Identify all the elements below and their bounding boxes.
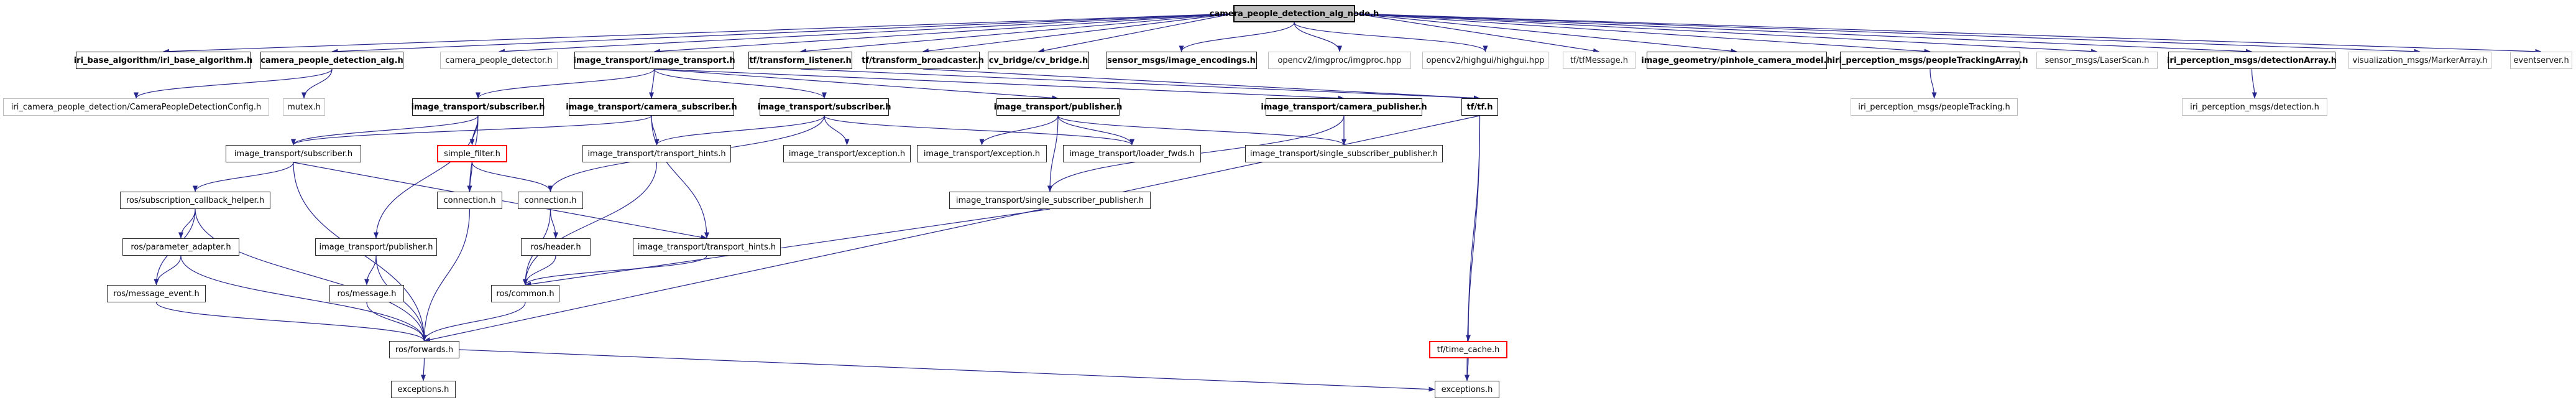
- include-edge: [163, 14, 1234, 52]
- include-edge: [425, 209, 470, 341]
- include-edge: [472, 162, 551, 192]
- graph-node-iri-perception-msgs-detectionarray-h[interactable]: iri_perception_msgs/detectionArray.h: [2168, 52, 2335, 69]
- graph-node-image-transport-publisher-h[interactable]: image_transport/publisher.h: [996, 98, 1120, 116]
- include-edge: [459, 350, 1435, 389]
- graph-node-iri-base-algorithm-iri-base-algorithm-h[interactable]: iri_base_algorithm/iri_base_algorithm.h: [76, 52, 251, 69]
- graph-node-image-transport-subscriber-h[interactable]: image_transport/subscriber.h: [760, 98, 889, 116]
- graph-node-tf-tf-h[interactable]: tf/tf.h: [1461, 98, 1498, 116]
- graph-node-sensor-msgs-laserscan-h: sensor_msgs/LaserScan.h: [2036, 52, 2158, 69]
- graph-node-iri-perception-msgs-detection-h: iri_perception_msgs/detection.h: [2182, 98, 2327, 116]
- include-edge: [1050, 116, 1058, 192]
- include-edge: [1355, 14, 2097, 52]
- include-edge: [651, 69, 655, 98]
- graph-node-image-transport-transport-hints-h[interactable]: image_transport/transport_hints.h: [633, 238, 781, 256]
- include-edge: [651, 116, 657, 145]
- graph-node-camera-people-detection-alg-h[interactable]: camera_people_detection_alg.h: [260, 52, 403, 69]
- graph-node-opencv2-highgui-highgui-hpp: opencv2/highgui/highgui.hpp: [1422, 52, 1548, 69]
- include-edge: [1058, 116, 1344, 145]
- include-edge: [136, 69, 332, 98]
- include-edge: [982, 116, 1059, 145]
- graph-node-opencv2-imgproc-imgproc-hpp: opencv2/imgproc/imgproc.hpp: [1268, 52, 1411, 69]
- include-edge: [525, 256, 707, 285]
- graph-node-image-transport-image-transport-h[interactable]: image_transport/image_transport.h: [574, 52, 734, 69]
- include-edge: [1355, 14, 2252, 52]
- graph-node-image-transport-subscriber-h[interactable]: image_transport/subscriber.h: [412, 98, 544, 116]
- include-edge: [425, 302, 526, 341]
- graph-root-node-camera-people-detection-alg-node-h[interactable]: camera_people_detection_alg_node.h: [1233, 5, 1355, 22]
- graph-node-ros-forwards-h[interactable]: ros/forwards.h: [389, 341, 459, 358]
- graph-node-image-transport-publisher-h[interactable]: image_transport/publisher.h: [315, 238, 437, 256]
- include-edge: [1468, 116, 1480, 341]
- graph-node-tf-transform-broadcaster-h[interactable]: tf/transform_broadcaster.h: [866, 52, 980, 69]
- include-edge: [801, 69, 1480, 98]
- include-edge: [655, 14, 1234, 52]
- include-edge: [1182, 22, 1295, 52]
- graph-node-ros-parameter-adapter-h[interactable]: ros/parameter_adapter.h: [122, 238, 239, 256]
- include-edge: [824, 116, 1132, 145]
- graph-node-image-transport-loader-fwds-h[interactable]: image_transport/loader_fwds.h: [1063, 145, 1201, 162]
- graph-node-exceptions-h[interactable]: exceptions.h: [391, 381, 456, 398]
- include-edge: [195, 162, 293, 192]
- include-edge: [304, 69, 332, 98]
- graph-node-simple-filter-h[interactable]: simple_filter.h: [437, 145, 507, 162]
- graph-node-tf-tfmessage-h: tf/tfMessage.h: [1563, 52, 1635, 69]
- graph-node-iri-camera-people-detection-camerapeopledetectionconfig-h: iri_camera_people_detection/CameraPeopleDetectionConfig.h: [3, 98, 269, 116]
- graph-node-tf-transform-listener-h[interactable]: tf/transform_listener.h: [748, 52, 852, 69]
- graph-node-iri-perception-msgs-peopletracking-h: iri_perception_msgs/peopleTracking.h: [1851, 98, 2018, 116]
- graph-node-sensor-msgs-image-encodings-h[interactable]: sensor_msgs/image_encodings.h: [1106, 52, 1257, 69]
- graph-node-ros-message-h[interactable]: ros/message.h: [329, 285, 404, 302]
- include-edge: [1355, 14, 1737, 52]
- include-edge: [525, 209, 1050, 285]
- graph-node-image-transport-camera-subscriber-h[interactable]: image_transport/camera_subscriber.h: [569, 98, 734, 116]
- graph-node-image-transport-single-subscriber-publisher-h[interactable]: image_transport/single_subscriber_publisher.h: [949, 192, 1151, 209]
- graph-node-image-transport-single-subscriber-publisher-h[interactable]: image_transport/single_subscriber_publisher.h: [1245, 145, 1443, 162]
- include-edge: [1355, 14, 2541, 52]
- graph-node-camera-people-detector-h: camera_people_detector.h: [440, 52, 558, 69]
- graph-node-ros-common-h[interactable]: ros/common.h: [491, 285, 559, 302]
- graph-node-image-transport-camera-publisher-h[interactable]: image_transport/camera_publisher.h: [1266, 98, 1422, 116]
- graph-node-cv-bridge-cv-bridge-h[interactable]: cv_bridge/cv_bridge.h: [988, 52, 1089, 69]
- include-edge: [195, 209, 425, 341]
- include-edge: [655, 69, 825, 98]
- graph-node-image-transport-transport-hints-h[interactable]: image_transport/transport_hints.h: [582, 145, 731, 162]
- include-edge: [2252, 69, 2255, 98]
- graph-node-mutex-h: mutex.h: [283, 98, 325, 116]
- include-edge: [1355, 14, 1599, 52]
- graph-node-connection-h[interactable]: connection.h: [518, 192, 583, 209]
- graph-node-tf-time-cache-h[interactable]: tf/time_cache.h: [1429, 341, 1507, 358]
- include-edge: [423, 358, 425, 381]
- include-edge: [332, 14, 1233, 52]
- include-edge: [525, 162, 657, 285]
- graph-node-ros-header-h[interactable]: ros/header.h: [521, 238, 591, 256]
- graph-node-connection-h[interactable]: connection.h: [437, 192, 502, 209]
- include-edge: [657, 116, 825, 145]
- graph-node-ros-subscription-callback-helper-h[interactable]: ros/subscription_callback_helper.h: [120, 192, 270, 209]
- graph-node-iri-perception-msgs-peopletrackingarray-h[interactable]: iri_perception_msgs/peopleTrackingArray.h: [1840, 52, 2020, 69]
- graph-node-eventserver-h: eventserver.h: [2510, 52, 2572, 69]
- graph-node-image-transport-subscriber-h[interactable]: image_transport/subscriber.h: [226, 145, 361, 162]
- include-edge: [1355, 14, 2420, 52]
- graph-node-image-transport-exception-h[interactable]: image_transport/exception.h: [917, 145, 1047, 162]
- graph-node-image-geometry-pinhole-camera-model-h[interactable]: image_geometry/pinhole_camera_model.h: [1647, 52, 1827, 69]
- include-edge: [157, 256, 182, 285]
- include-edge: [157, 302, 425, 341]
- graph-node-ros-message-event-h[interactable]: ros/message_event.h: [107, 285, 206, 302]
- include-edge: [1294, 22, 1486, 52]
- graph-node-image-transport-exception-h[interactable]: image_transport/exception.h: [783, 145, 911, 162]
- include-edge: [293, 116, 478, 145]
- include-edge: [1930, 69, 1934, 98]
- graph-node-exceptions-h[interactable]: exceptions.h: [1435, 381, 1499, 398]
- include-edge: [1355, 14, 1930, 52]
- include-edge: [551, 209, 556, 238]
- include-edge: [478, 69, 655, 98]
- graph-node-visualization-msgs-markerarray-h: visualization_msgs/MarkerArray.h: [2348, 52, 2491, 69]
